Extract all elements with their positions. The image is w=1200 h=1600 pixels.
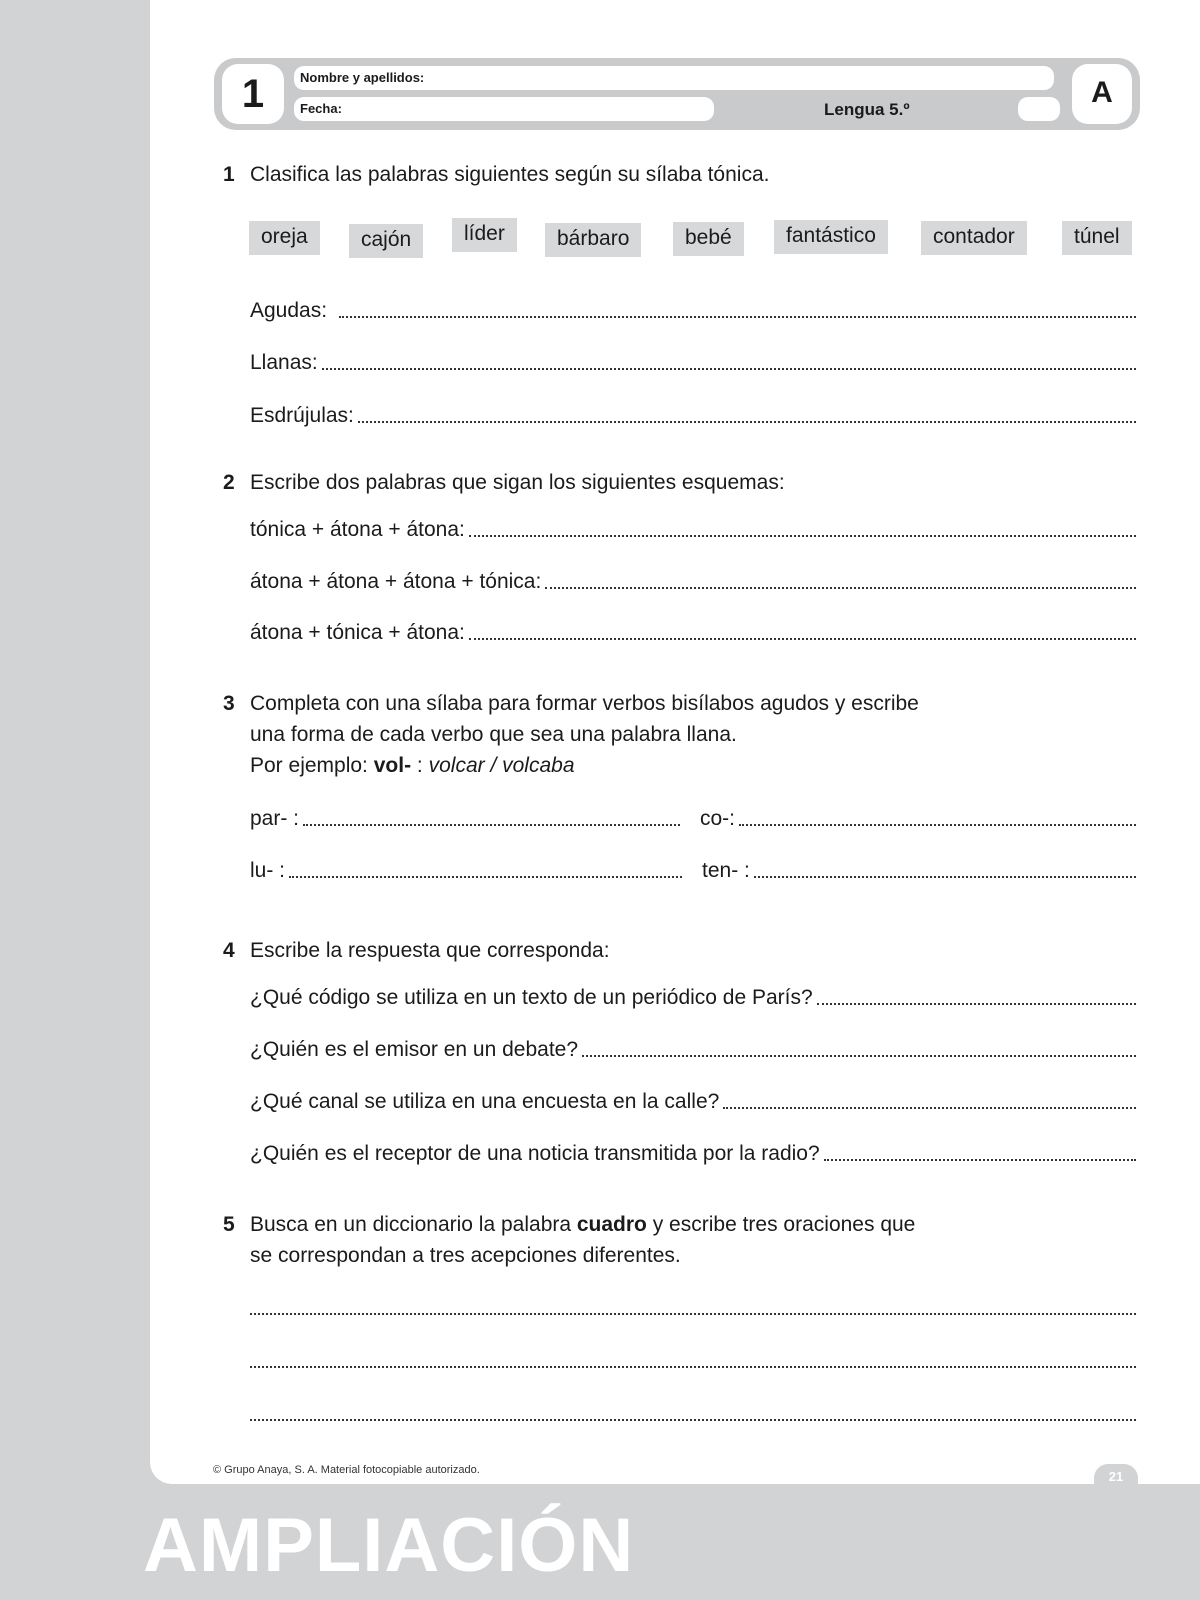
exercise-2-number: 2 [223,471,235,494]
line-label: Llanas: [250,351,318,374]
answer-line-llanas[interactable] [250,347,1136,375]
grade-field[interactable] [1018,97,1060,121]
answer-line[interactable] [250,1034,1136,1062]
line-label: tónica + átona + átona: [250,518,465,541]
word-chip: contador [921,221,1027,255]
section-banner: AMPLIACIÓN [143,1503,635,1588]
answer-line[interactable] [250,1292,1136,1320]
answer-line[interactable] [250,1345,1136,1373]
exercise-2-prompt: Escribe dos palabras que sigan los siguientes esquemas: [250,471,785,494]
exercise-1-number: 1 [223,163,235,186]
question-label: ¿Quién es el emisor en un debate? [250,1038,579,1061]
example-separator: : [411,754,429,777]
exercise-3-prompt-line2: una forma de cada verbo que sea una palabra llana. [250,723,737,746]
word-chip: cajón [349,224,423,258]
copyright-notice: © Grupo Anaya, S. A. Material fotocopiable autorizado. [213,1464,480,1476]
date-label: Fecha: [300,101,342,116]
word-chip: oreja [249,221,320,255]
exercise-3-example [250,750,575,781]
word-chip: bebé [673,222,744,256]
unit-number: 1 [222,64,284,124]
word-chip: líder [452,218,517,252]
answer-line[interactable] [250,982,1136,1010]
name-field[interactable] [294,66,1054,90]
line-label: átona + tónica + átona: [250,621,465,644]
question-label: ¿Quién es el receptor de una noticia transmitida por la radio? [250,1142,820,1165]
word-chip: bárbaro [545,223,641,257]
line-label: átona + átona + átona + tónica: [250,570,542,593]
subject-label: Lengua 5.º [824,100,910,119]
exercise-1-prompt: Clasifica las palabras siguientes según su sílaba tónica. [250,163,770,186]
exercise-4-number: 4 [223,939,235,962]
level-badge: A [1072,64,1132,124]
prompt-text: Busca en un diccionario la palabra [250,1213,577,1236]
answer-line-lu[interactable] [250,855,682,883]
answer-line[interactable] [250,514,1136,542]
answer-line[interactable] [250,1086,1136,1114]
answer-line-esdrujulas[interactable] [250,400,1136,428]
line-label: Agudas: [250,299,328,322]
date-field[interactable] [294,97,714,121]
example-answer: volcar / volcaba [428,754,575,777]
question-label: ¿Qué canal se utiliza en una encuesta en la calle? [250,1090,720,1113]
example-prefix: Por ejemplo: [250,754,374,777]
exercise-5-prompt-line2: se correspondan a tres acepciones diferentes. [250,1244,681,1267]
name-label: Nombre y apellidos: [300,70,425,85]
word-chip: túnel [1062,221,1132,255]
answer-line[interactable] [250,617,1136,645]
worksheet-header [214,58,1140,130]
exercise-5-prompt-line1 [250,1209,915,1240]
prompt-keyword: cuadro [576,1213,647,1236]
answer-line-agudas[interactable] [250,295,1136,323]
question-label: ¿Qué código se utiliza en un texto de un periódico de París? [250,986,813,1009]
exercise-4-prompt: Escribe la respuesta que corresponda: [250,939,610,962]
answer-line-ten[interactable] [702,855,1136,883]
line-label: par- : [250,807,300,830]
page-number: 21 [1094,1464,1138,1492]
answer-line-co[interactable] [700,803,1136,831]
exercise-3-prompt-line1: Completa con una sílaba para formar verbos bisílabos agudos y escribe [250,692,919,715]
line-label: ten- : [702,859,750,882]
answer-line[interactable] [250,566,1136,594]
prompt-text: y escribe tres oraciones que [646,1213,916,1236]
exercise-5-number: 5 [223,1213,235,1236]
answer-line-par[interactable] [250,803,680,831]
line-label: Esdrújulas: [250,404,354,427]
line-label: lu- : [250,859,286,882]
answer-line[interactable] [250,1138,1136,1166]
answer-line[interactable] [250,1398,1136,1426]
line-label: co-: [700,807,736,830]
example-syllable: vol- [373,754,412,777]
exercise-3-number: 3 [223,692,235,715]
word-chip: fantástico [774,220,888,254]
